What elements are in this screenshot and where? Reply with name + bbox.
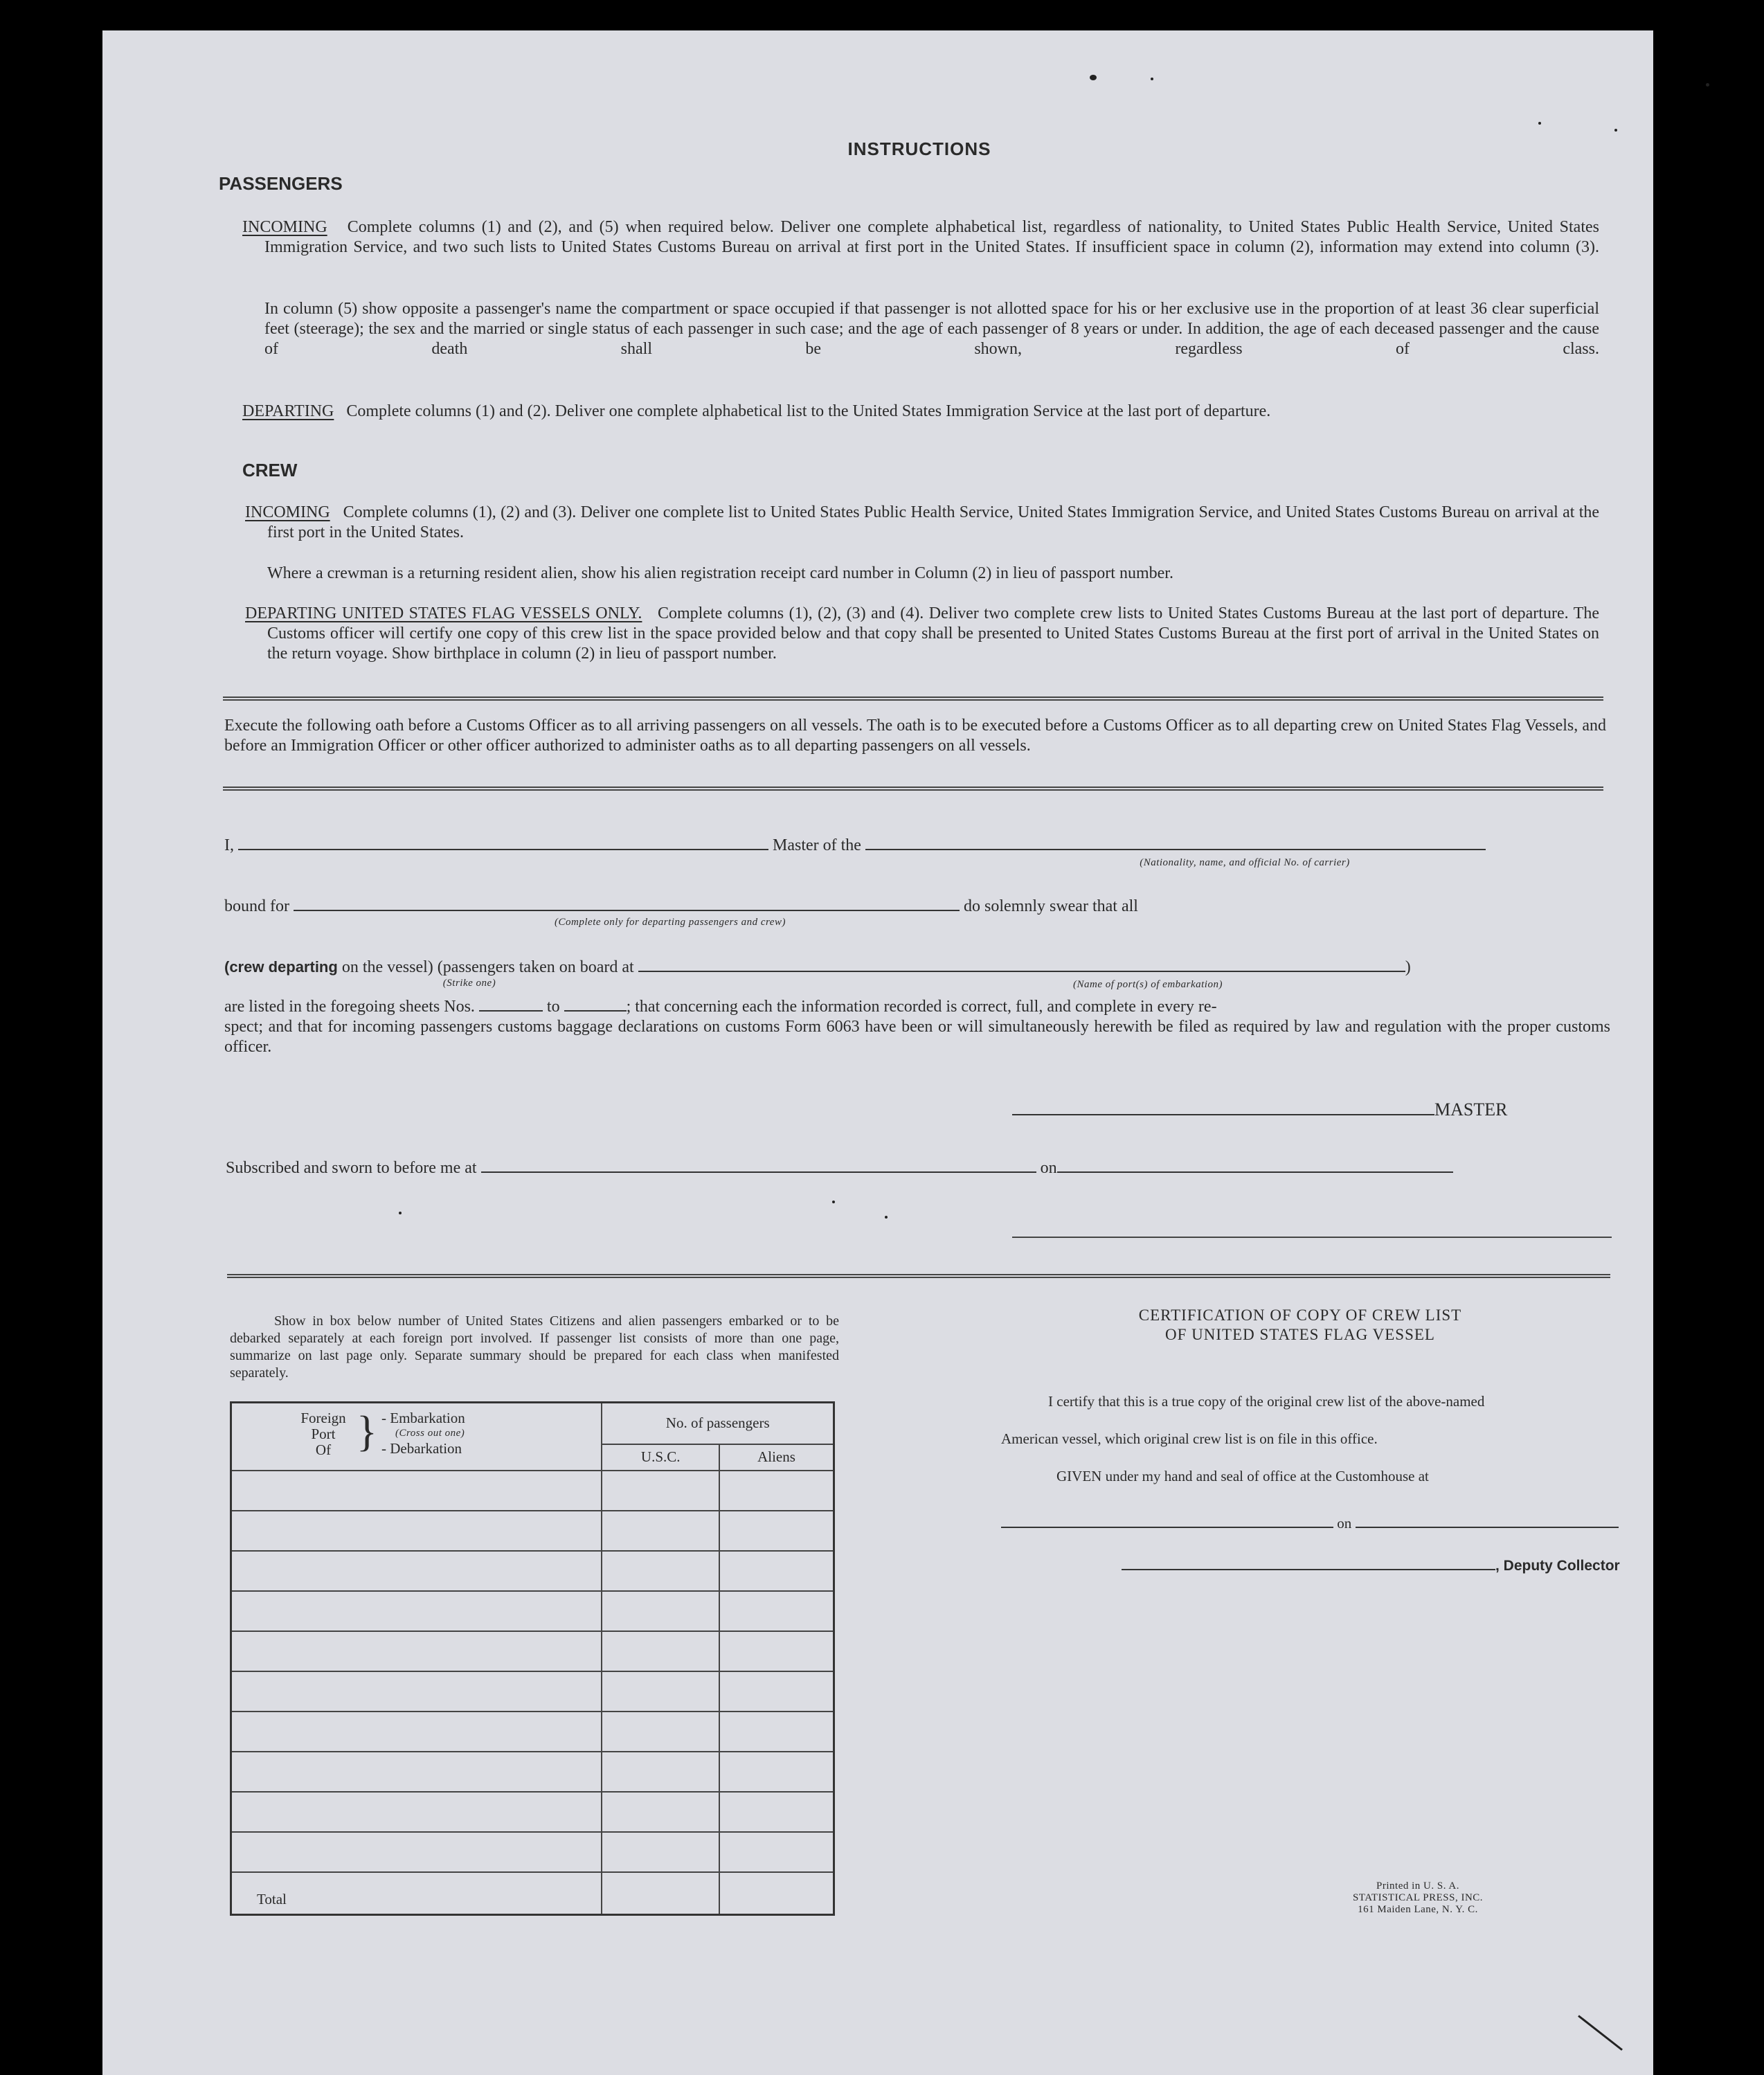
deputy-line [1122, 1558, 1634, 1574]
ink-speck [1706, 83, 1709, 87]
customhouse-line [1001, 1515, 1624, 1532]
oath-line-sheets [224, 997, 1610, 1017]
summary-row [231, 1832, 834, 1872]
crew-heading: CREW [242, 460, 298, 480]
total-label: Total [231, 1872, 602, 1915]
foreign-label: Foreign [300, 1410, 346, 1426]
summary-port-cell[interactable] [231, 1511, 602, 1551]
summary-usc-cell[interactable] [602, 1792, 719, 1832]
summary-usc-cell[interactable] [602, 1511, 719, 1551]
passengers-departing-paragraph [242, 402, 1599, 422]
summary-aliens-cell[interactable] [719, 1551, 834, 1591]
passengers-departing-label: DEPARTING [242, 402, 334, 420]
certification-title [989, 1306, 1612, 1345]
summary-aliens-cell[interactable] [719, 1591, 834, 1631]
summary-aliens-cell[interactable] [719, 1511, 834, 1551]
summary-usc-cell[interactable] [602, 1471, 719, 1511]
certification-title-line1: CERTIFICATION OF COPY OF CREW LIST [1138, 1306, 1462, 1324]
i-label: I, [224, 836, 234, 854]
total-aliens-cell[interactable] [719, 1872, 834, 1915]
summary-usc-cell[interactable] [602, 1631, 719, 1671]
embarkation-option[interactable]: - Embarkation [381, 1410, 465, 1426]
subscribed-line [226, 1159, 1612, 1178]
summary-usc-cell[interactable] [602, 1551, 719, 1591]
ink-speck [1151, 78, 1153, 80]
ink-speck [1614, 129, 1617, 132]
summary-aliens-cell[interactable] [719, 1752, 834, 1792]
on-the-vessel-label: on the vessel) [341, 958, 433, 976]
sworn-date-field[interactable] [1057, 1171, 1453, 1173]
oath-instruction-text: Execute the following oath before a Customs Officer as to all arriving passengers on all vessels. The oath is to be executed before a Customs Officer as to all departing crew on United States Flag Vessels, and before an Immigration Officer or other officer authorized to administer oaths as to all departing passengers on all vessels. [224, 717, 1606, 755]
summary-port-cell[interactable] [231, 1591, 602, 1631]
summary-port-cell[interactable] [231, 1471, 602, 1511]
summary-usc-cell[interactable] [602, 1591, 719, 1631]
bound-for-field[interactable] [294, 910, 960, 911]
crew-resident-paragraph [267, 564, 1599, 584]
sworn-place-field[interactable] [481, 1171, 1036, 1173]
carrier-field[interactable] [865, 849, 1486, 850]
close-paren: ) [1405, 958, 1411, 976]
of-label: Of [315, 1441, 332, 1458]
printer-line3: 161 Maiden Lane, N. Y. C. [1358, 1904, 1478, 1915]
summary-usc-cell[interactable] [602, 1832, 719, 1872]
summary-port-cell[interactable] [231, 1792, 602, 1832]
summary-instruction: Show in box below number of United States Citizens and alien passengers embarked or to be debarked separately at each foreign port involved. If passenger list consists of more than one page, summarize on last page only. Separate summary should be prepared for each class when manifested separately. [230, 1313, 839, 1381]
crew-departing-text: Complete columns (1), (2), (3) and (4). Deliver two complete crew lists to United States Customs Bureau at the last port of departure. The Customs officer will certify one copy of this crew list in the space provided below and that copy shall be presented to United States Customs Bureau at the first port of arrival in the United States on the return voyage. Show birthplace in column (2) in lieu of passport number. [267, 604, 1600, 663]
passengers-incoming-label: INCOMING [242, 218, 327, 236]
certify-line1-wrap [1001, 1393, 1624, 1410]
summary-row [231, 1591, 834, 1631]
aliens-header: Aliens [719, 1444, 834, 1471]
oath-continuation [224, 1017, 1610, 1057]
passengers-column5-text: In column (5) show opposite a passenger's name the compartment or space occupied if that passenger is not allotted space for his or her exclusive use in the proportion of at least 36 clear superficial feet (steerage); the sex and the married or single status of each passenger in such case; and the age of each passenger of 8 years or under. In addition, the age of each deceased passenger and the cause of death shall be shown, regardless of class. [264, 300, 1599, 358]
listed-pre-label: are listed in the foregoing sheets Nos. [224, 998, 475, 1016]
deputy-collector-label: , Deputy Collector [1495, 1558, 1620, 1574]
summary-row [231, 1511, 834, 1551]
printer-imprint [1314, 1880, 1522, 1916]
bound-for-label: bound for [224, 897, 289, 915]
certification-title-line2: OF UNITED STATES FLAG VESSEL [1165, 1326, 1435, 1343]
crew-incoming-text: Complete columns (1), (2) and (3). Deliver one complete list to United States Public Health Service, United States Immigration Service, and United States Customs Bureau on arrival at the first port in the United States. [267, 503, 1600, 541]
crew-incoming-paragraph [245, 503, 1599, 543]
sheet-from-field[interactable] [479, 1010, 543, 1012]
summary-row [231, 1551, 834, 1591]
listed-to-label: to [546, 998, 560, 1016]
passengers-incoming-paragraph [242, 217, 1599, 278]
port-caption: (Name of port(s) of embarkation) [1073, 979, 1223, 990]
given-line: GIVEN under my hand and seal of office at the Customhouse at [1056, 1468, 1429, 1484]
passengers-heading: PASSENGERS [219, 173, 343, 194]
printer-line2: STATISTICAL PRESS, INC. [1352, 1892, 1484, 1903]
summary-usc-cell[interactable] [602, 1752, 719, 1792]
oath-line-master [224, 836, 1606, 855]
summary-row [231, 1631, 834, 1671]
summary-port-cell[interactable] [231, 1752, 602, 1792]
passengers-taken-option[interactable]: (passengers taken on board at [437, 958, 634, 976]
oath-instruction [224, 716, 1606, 756]
embarkation-port-field[interactable] [638, 971, 1405, 972]
summary-port-cell[interactable] [231, 1671, 602, 1712]
certification-date-field[interactable] [1356, 1527, 1619, 1528]
divider-double-1 [223, 697, 1603, 701]
divider-double-3 [227, 1274, 1610, 1278]
certify-line1: I certify that this is a true copy of the original crew list of the above-named [1048, 1393, 1485, 1410]
master-signature-line [1012, 1099, 1612, 1120]
summary-aliens-cell[interactable] [719, 1471, 834, 1511]
summary-row [231, 1752, 834, 1792]
crew-incoming-label: INCOMING [245, 503, 330, 521]
form-sheet [102, 30, 1653, 2075]
oath-line-vessel [224, 958, 1606, 977]
bound-caption: (Complete only for departing passengers and crew) [555, 917, 786, 928]
solemnly-label: do solemnly swear that all [963, 897, 1138, 915]
oath-continuation-text: spect; and that for incoming passengers customs baggage declarations on customs Form 6063 have been or will simultaneously herewith be filed as required by law and regulation with the proper customs officer. [224, 1018, 1610, 1056]
sheet-to-field[interactable] [564, 1010, 627, 1012]
passengers-departing-text: Complete columns (1) and (2). Deliver one complete alphabetical list to the United States Immigration Service at the last port of departure. [346, 402, 1271, 420]
summary-aliens-cell[interactable] [719, 1832, 834, 1872]
summary-port-cell[interactable] [231, 1631, 602, 1671]
divider-double-2 [223, 787, 1603, 791]
summary-row [231, 1471, 834, 1511]
crew-departing-paragraph [245, 604, 1599, 664]
summary-row [231, 1671, 834, 1712]
ink-speck [399, 1212, 402, 1214]
certification-on-label: on [1337, 1515, 1352, 1531]
port-header-cell [231, 1403, 602, 1471]
officer-signature-field[interactable] [1012, 1237, 1612, 1238]
subscribed-label: Subscribed and sworn to before me at [226, 1159, 477, 1177]
certify-line2: American vessel, which original crew list is on file in this office. [1001, 1430, 1378, 1447]
summary-aliens-cell[interactable] [719, 1631, 834, 1671]
summary-port-cell[interactable] [231, 1712, 602, 1752]
summary-usc-cell[interactable] [602, 1712, 719, 1752]
total-usc-cell[interactable] [602, 1872, 719, 1915]
cross-out-caption: (Cross out one) [395, 1428, 465, 1439]
summary-port-cell[interactable] [231, 1832, 602, 1872]
port-label: Port [311, 1426, 336, 1442]
summary-row [231, 1792, 834, 1832]
summary-aliens-cell[interactable] [719, 1671, 834, 1712]
ink-speck [885, 1216, 888, 1219]
summary-row [231, 1712, 834, 1752]
ink-speck [1090, 75, 1097, 80]
oath-line-bound [224, 897, 1606, 916]
ink-speck [832, 1201, 835, 1203]
summary-usc-cell[interactable] [602, 1671, 719, 1712]
deputy-signature-field[interactable] [1122, 1569, 1495, 1570]
summary-aliens-cell[interactable] [719, 1792, 834, 1832]
ink-speck [1538, 122, 1541, 125]
no-of-passengers-header: No. of passengers [602, 1403, 834, 1444]
master-signature-field[interactable] [1012, 1114, 1434, 1115]
crew-departing-label: DEPARTING UNITED STATES FLAG VESSELS ONLY. [245, 604, 642, 622]
usc-header: U.S.C. [602, 1444, 719, 1471]
brace-icon: } [357, 1408, 377, 1455]
passengers-incoming-text: Complete columns (1) and (2), and (5) when required below. Deliver one complete alphabetical list, regardless of nationality, to United States Public Health Service, United States Immigration Service, and two such lists to United States Customs Bureau on arrival at first port in the United States. If insufficient space in column (2), information may extend into column (3). [264, 218, 1599, 256]
crew-departing-option[interactable]: (crew departing [224, 958, 338, 976]
subscribed-on-label: on [1040, 1159, 1057, 1177]
strike-caption: (Strike one) [442, 978, 496, 989]
master-name-field[interactable] [238, 849, 768, 850]
passenger-summary-table [230, 1401, 835, 1916]
passengers-column5-paragraph [264, 299, 1599, 379]
listed-post-label: ; that concerning each the information recorded is correct, full, and complete in every re- [626, 998, 1217, 1016]
customhouse-field[interactable] [1001, 1527, 1333, 1528]
summary-aliens-cell[interactable] [719, 1712, 834, 1752]
master-label: MASTER [1434, 1099, 1508, 1120]
summary-port-cell[interactable] [231, 1551, 602, 1591]
page-title: INSTRUCTIONS [847, 138, 991, 159]
printer-line1: Printed in U. S. A. [1376, 1880, 1459, 1892]
crew-resident-text: Where a crewman is a returning resident alien, show his alien registration receipt card number in Column (2) in lieu of passport number. [267, 564, 1173, 582]
master-of-the-label: Master of the [773, 836, 861, 854]
debarkation-option[interactable]: - Debarkation [381, 1440, 462, 1457]
corner-mark [1578, 2015, 1623, 2051]
carrier-caption: (Nationality, name, and official No. of carrier) [1140, 857, 1350, 868]
